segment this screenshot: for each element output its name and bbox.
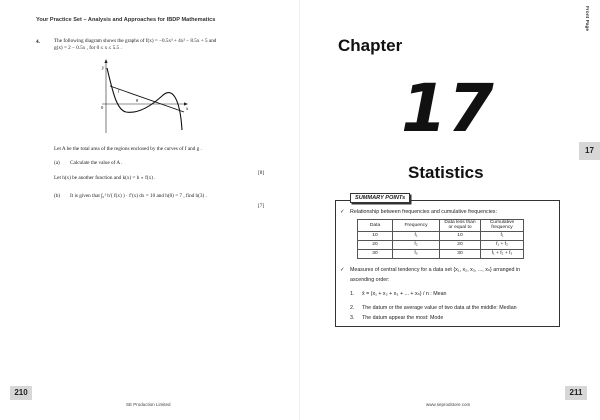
check-icon: ✓	[340, 267, 345, 273]
part-a-marks: [8]	[258, 170, 265, 176]
summary-bullet-2-line2: ascending order:	[350, 277, 390, 283]
part-b-marks: [7]	[258, 203, 265, 209]
table-cell: f₁ + f₂	[481, 240, 524, 249]
table-cell: 20	[358, 240, 393, 249]
left-footer: SE Production Limited	[126, 402, 171, 407]
chapter-number: 17	[401, 70, 495, 147]
right-footer: www.seprodstore.com	[426, 402, 471, 407]
running-head: Your Practice Set – Analysis and Approaches for IBDP Mathematics	[36, 17, 216, 23]
table-cell: 10	[358, 231, 393, 240]
list-item-text: x̄ = (x₁ + x₂ + x₃ + ... + xₙ) / n : Mean	[362, 291, 447, 297]
frequency-table	[357, 219, 524, 259]
table-header: Cumulative frequency	[481, 220, 524, 232]
front-page-label: Front Page	[584, 6, 589, 32]
table-row	[358, 231, 524, 240]
table-cell: f₁ + f₂ + f₃	[481, 249, 524, 258]
g-label: g	[136, 97, 139, 102]
f-label: f	[118, 88, 120, 93]
right-page-number: 211	[565, 386, 587, 400]
y-axis-arrow	[104, 59, 107, 63]
table-header: Frequency	[393, 220, 440, 232]
part-b-intro: Let h(x) be another function and k(x) = h ∘ f(x) .	[54, 175, 156, 181]
table-row	[358, 240, 524, 249]
list-item-text: The datum appear the most: Mode	[362, 315, 444, 321]
list-item-number: 2.	[350, 305, 355, 311]
list-item-text: The datum or the average value of two data at the middle: Median	[362, 305, 517, 311]
table-cell: 10	[440, 231, 481, 240]
part-a-text: Calculate the value of A .	[70, 160, 123, 166]
list-item-number: 3.	[350, 315, 355, 321]
table-cell: f₂	[393, 240, 440, 249]
summary-label: SUMMARY POINTs	[350, 193, 410, 203]
part-b-label: (b)	[54, 193, 61, 199]
list-item-number: 1.	[350, 291, 355, 297]
chapter-side-tab: 17	[579, 142, 600, 160]
question-stem-line2: g(x) = 2 − 0.5x , for 0 ≤ x ≤ 5.5 .	[54, 45, 122, 51]
table-cell: 20	[440, 240, 481, 249]
part-a-label: (a)	[54, 160, 60, 166]
part-intro: Let A be the total area of the regions enclosed by the curves of f and g .	[54, 146, 202, 152]
question-stem-line1: The following diagram shows the graphs of f(x) = −0.5x³ + 4x² − 8.5x + 5 and	[54, 38, 217, 44]
chapter-word: Chapter	[338, 36, 403, 55]
curve-f	[107, 68, 182, 130]
table-row	[358, 249, 524, 258]
table-cell: f₃	[393, 249, 440, 258]
summary-bullet-1: Relationship between frequencies and cumulative frequencies:	[350, 209, 497, 215]
left-page-number: 210	[10, 386, 32, 400]
table-header: Data	[358, 220, 393, 232]
function-graph	[96, 58, 192, 138]
table-cell: f₁	[481, 231, 524, 240]
x-axis-arrow	[184, 102, 188, 105]
part-b-text: It is given that ∫₀¹ h′( f(x) ) · f′(x) dx = 10 and h(0) = 7 , find h(3) .	[70, 193, 207, 199]
table-cell: 30	[358, 249, 393, 258]
x-axis-label: x	[186, 107, 189, 112]
table-header: Data less than or equal to	[440, 220, 481, 232]
question-number: 4.	[36, 39, 40, 45]
right-page	[300, 0, 600, 420]
check-icon: ✓	[340, 209, 345, 215]
line-g	[110, 86, 184, 112]
table-cell: 30	[440, 249, 481, 258]
table-cell: f₁	[393, 231, 440, 240]
chapter-title: Statistics	[408, 163, 484, 182]
summary-bullet-2-line1: Measures of central tendency for a data set {x₁, x₂, x₃, ..., xₙ} arranged in	[350, 267, 521, 273]
table-header-row	[358, 220, 524, 232]
origin-label: 0	[101, 105, 104, 110]
y-axis-label: y	[102, 66, 105, 71]
